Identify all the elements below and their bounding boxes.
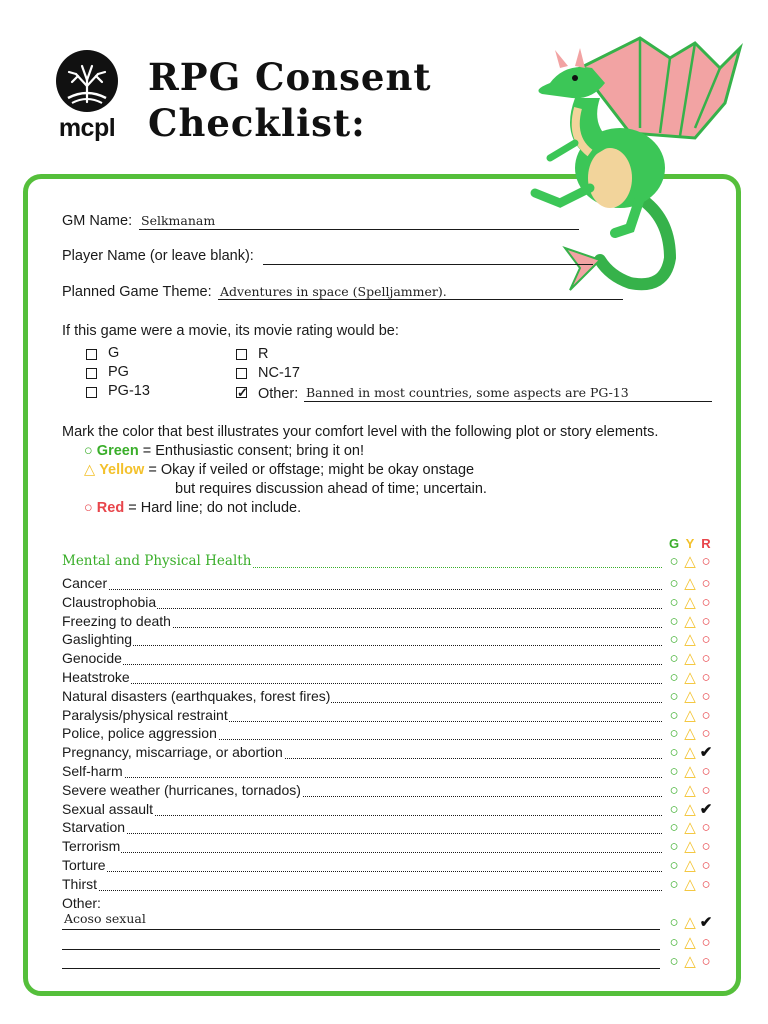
yellow-triangle-option[interactable]: △: [684, 593, 696, 611]
checklist-item-label: Claustrophobia: [62, 593, 157, 610]
red-circle-option[interactable]: ○: [701, 875, 711, 893]
green-circle-option[interactable]: ○: [669, 914, 679, 931]
game-theme-label: Planned Game Theme:: [62, 284, 212, 300]
dot-leader: [62, 589, 662, 590]
red-circle-option[interactable]: ○: [701, 669, 711, 686]
checklist-item-label: Cancer: [62, 575, 108, 591]
page-title: [148, 54, 431, 146]
green-circle-option[interactable]: ○: [669, 725, 679, 743]
yellow-triangle-option[interactable]: △: [684, 725, 696, 743]
checklist-row: [62, 631, 662, 649]
dragon-illustration: [520, 28, 750, 298]
item-rating-marks: [666, 708, 716, 724]
other-label: Other:: [62, 894, 101, 911]
item-rating-marks: [666, 745, 716, 761]
checklist-item-label: Pregnancy, miscarriage, or abortion: [62, 744, 283, 761]
red-circle-option[interactable]: ○: [701, 819, 711, 837]
yellow-triangle-option[interactable]: △: [684, 953, 696, 970]
item-rating-marks: [666, 858, 716, 874]
checklist-item-label: Sexual assault: [62, 800, 154, 817]
red-circle-icon: ○: [701, 553, 711, 570]
gm-name-line[interactable]: [139, 229, 579, 230]
checklist-item-label: Severe weather (hurricanes, tornados): [62, 781, 301, 798]
item-rating-marks: [666, 595, 716, 611]
item-rating-marks: [666, 935, 716, 951]
yellow-triangle-option[interactable]: △: [684, 838, 696, 856]
legend-red-text: = Hard line; do not include.: [124, 500, 302, 516]
green-circle-icon: ○: [84, 443, 93, 459]
rating-label-r: R: [258, 346, 269, 362]
item-rating-marks: [666, 764, 716, 780]
other-entry-line[interactable]: [62, 949, 660, 950]
red-circle-option[interactable]: ○: [701, 857, 711, 874]
column-headers: [666, 536, 716, 552]
red-circle-option[interactable]: ○: [701, 687, 711, 705]
red-circle-option[interactable]: ○: [701, 706, 711, 724]
red-circle-option-checked[interactable]: ✔: [699, 914, 713, 931]
yellow-triangle-option[interactable]: △: [684, 914, 696, 931]
legend-green: [84, 443, 364, 459]
green-circle-option[interactable]: ○: [669, 857, 679, 874]
gm-name-label: GM Name:: [62, 213, 133, 229]
checklist-row: [62, 669, 662, 687]
red-circle-option[interactable]: ○: [701, 781, 711, 799]
player-name-label: Player Name (or leave blank):: [62, 248, 254, 264]
checklist-item-label: Starvation: [62, 819, 126, 836]
rating-label-pg: PG: [108, 364, 129, 380]
checklist-row: [62, 763, 662, 781]
dot-leader: [62, 664, 662, 665]
green-circle-option[interactable]: ○: [669, 631, 679, 649]
green-circle-option[interactable]: ○: [669, 593, 679, 611]
other-entry-value: Acoso sexual: [64, 911, 146, 926]
green-circle-option[interactable]: ○: [669, 953, 679, 970]
item-rating-marks: [666, 783, 716, 799]
checklist-row: [62, 707, 662, 725]
legend-intro: Mark the color that best illustrates your comfort level with the following plot or story elements.: [62, 424, 659, 440]
rating-checkbox-g[interactable]: [86, 349, 97, 360]
legend-yellow: [84, 462, 474, 478]
yellow-triangle-option[interactable]: △: [684, 857, 696, 874]
title-line-2: Checklist:: [148, 101, 366, 145]
dot-leader: [62, 890, 662, 891]
green-circle-option[interactable]: ○: [669, 781, 679, 799]
red-circle-option-checked[interactable]: ✔: [699, 744, 713, 762]
yellow-triangle-option[interactable]: △: [684, 575, 696, 592]
green-circle-option[interactable]: ○: [669, 934, 679, 951]
green-circle-option[interactable]: ○: [669, 650, 679, 668]
dot-leader: [62, 683, 662, 684]
yellow-triangle-option[interactable]: △: [684, 687, 696, 705]
dot-leader: [62, 852, 662, 853]
item-rating-marks: [666, 839, 716, 855]
checklist-row: [62, 744, 662, 762]
item-rating-marks: [666, 726, 716, 742]
red-circle-option[interactable]: ○: [701, 612, 711, 630]
red-circle-option[interactable]: ○: [701, 763, 711, 780]
yellow-triangle-option[interactable]: △: [684, 612, 696, 630]
rating-label-other: Other:: [258, 386, 299, 402]
red-circle-option[interactable]: ○: [701, 838, 711, 856]
yellow-triangle-icon: △: [684, 553, 696, 570]
item-rating-marks: [666, 820, 716, 836]
yellow-triangle-option[interactable]: △: [684, 800, 696, 818]
checklist-row: [62, 801, 662, 819]
dot-leader: [62, 645, 662, 646]
item-rating-marks: [666, 632, 716, 648]
checklist-item-label: Freezing to death: [62, 612, 171, 629]
checklist-item-label: Police, police aggression: [62, 725, 217, 742]
checklist-row: [62, 613, 662, 631]
green-circle-option[interactable]: ○: [669, 744, 679, 762]
legend-green-word: Green: [96, 443, 139, 459]
other-entry-line[interactable]: [62, 929, 660, 930]
checklist-item-label: Thirst: [62, 875, 97, 892]
item-rating-marks: [666, 689, 716, 705]
checklist-row: [62, 725, 662, 743]
game-theme-line[interactable]: [218, 299, 623, 300]
rating-checkbox-pg[interactable]: [86, 368, 97, 379]
rating-question: If this game were a movie, its movie rating would be:: [62, 323, 399, 339]
item-rating-marks: [666, 670, 716, 686]
green-circle-option[interactable]: ○: [669, 612, 679, 630]
green-circle-option[interactable]: ○: [669, 763, 679, 780]
rating-label-nc17: NC-17: [258, 365, 300, 381]
red-circle-option[interactable]: ○: [701, 725, 711, 743]
green-circle-option[interactable]: ○: [669, 706, 679, 724]
yellow-triangle-option[interactable]: △: [684, 631, 696, 649]
legend-green-text: = Enthusiastic consent; bring it on!: [138, 443, 364, 459]
checklist-row: [62, 575, 662, 593]
section-heading-marks: [666, 554, 716, 570]
logo-wordmark: mcpl: [58, 114, 116, 142]
yellow-triangle-option[interactable]: △: [684, 706, 696, 724]
green-circle-option[interactable]: ○: [669, 838, 679, 856]
rating-checkbox-nc17[interactable]: [236, 368, 247, 379]
rating-label-g: G: [108, 345, 120, 361]
rating-checkbox-r[interactable]: [236, 349, 247, 360]
game-theme-value: Adventures in space (Spelljammer).: [220, 284, 447, 299]
title-line-1: RPG Consent: [148, 55, 432, 99]
item-rating-marks: [666, 877, 716, 893]
checklist-row: [62, 688, 662, 706]
red-circle-option-checked[interactable]: ✔: [699, 800, 713, 818]
section-heading: Mental and Physical Health: [62, 553, 252, 569]
checklist-item-label: Torture: [62, 857, 106, 873]
dot-leader: [62, 871, 662, 872]
rating-other-value: Banned in most countries, some aspects are PG-13: [306, 385, 629, 400]
yellow-triangle-option[interactable]: △: [684, 934, 696, 951]
item-rating-marks: [666, 954, 716, 970]
mcpl-logo: [52, 50, 122, 140]
tree-icon: [56, 50, 118, 112]
green-circle-option[interactable]: ○: [669, 669, 679, 686]
checklist-row: [62, 838, 662, 856]
yellow-triangle-option[interactable]: △: [684, 781, 696, 799]
red-circle-option[interactable]: ○: [701, 953, 711, 970]
column-header-g: G: [668, 536, 680, 551]
red-circle-option[interactable]: ○: [701, 593, 711, 611]
other-entry-line[interactable]: [62, 968, 660, 969]
checklist-item-label: Gaslighting: [62, 631, 133, 648]
checklist-item-label: Genocide: [62, 650, 122, 667]
green-circle-option[interactable]: ○: [669, 800, 679, 818]
red-circle-option[interactable]: ○: [701, 631, 711, 649]
legend-yellow-word: Yellow: [99, 462, 145, 478]
checkmark-icon: ✓: [237, 385, 248, 400]
item-rating-marks: [666, 614, 716, 630]
item-rating-marks: [666, 915, 716, 931]
yellow-triangle-option[interactable]: △: [684, 650, 696, 668]
rating-label-pg13: PG-13: [108, 383, 150, 399]
checklist-item-label: Terrorism: [62, 838, 121, 855]
red-circle-option[interactable]: ○: [701, 934, 711, 951]
item-rating-marks: [666, 802, 716, 818]
yellow-triangle-icon: △: [84, 462, 96, 478]
yellow-triangle-option[interactable]: △: [684, 819, 696, 837]
green-circle-option[interactable]: ○: [669, 875, 679, 893]
legend-red-word: Red: [96, 500, 125, 516]
rating-other-line[interactable]: [304, 401, 712, 402]
checklist-row: [62, 857, 662, 875]
dot-leader: [62, 833, 662, 834]
red-circle-option[interactable]: ○: [701, 650, 711, 668]
section-heading-row: [62, 553, 662, 571]
red-circle-icon: ○: [84, 500, 93, 516]
yellow-triangle-option[interactable]: △: [684, 744, 696, 762]
checklist-row: [62, 782, 662, 800]
green-circle-icon: ○: [669, 553, 679, 570]
checklist-row: [62, 650, 662, 668]
checklist-item-label: Self-harm: [62, 763, 123, 779]
checklist-item-label: Heatstroke: [62, 669, 130, 685]
legend-yellow-text: = Okay if veiled or offstage; might be okay onstage: [144, 462, 475, 478]
yellow-triangle-option[interactable]: △: [684, 763, 696, 780]
green-circle-option[interactable]: ○: [669, 575, 679, 592]
checklist-row: [62, 594, 662, 612]
yellow-triangle-option[interactable]: △: [684, 875, 696, 893]
item-rating-marks: [666, 576, 716, 592]
yellow-triangle-option[interactable]: △: [684, 669, 696, 686]
column-header-y: Y: [685, 536, 695, 551]
legend-red: [84, 500, 301, 516]
gm-name-value: Selkmanam: [141, 213, 216, 228]
rating-checkbox-other[interactable]: [236, 387, 247, 398]
column-header-r: R: [701, 536, 711, 551]
green-circle-option[interactable]: ○: [669, 687, 679, 705]
player-name-line[interactable]: [263, 264, 593, 265]
checklist-row: [62, 819, 662, 837]
item-rating-marks: [666, 651, 716, 667]
checklist-item-label: Natural disasters (earthquakes, forest fires): [62, 687, 331, 704]
red-circle-option[interactable]: ○: [701, 575, 711, 592]
green-circle-option[interactable]: ○: [669, 819, 679, 837]
dot-leader: [62, 777, 662, 778]
checklist-item-label: Paralysis/physical restraint: [62, 706, 228, 723]
rating-checkbox-pg13[interactable]: [86, 387, 97, 398]
checklist-row: [62, 876, 662, 894]
legend-yellow-text-2: but requires discussion ahead of time; uncertain.: [175, 481, 487, 497]
